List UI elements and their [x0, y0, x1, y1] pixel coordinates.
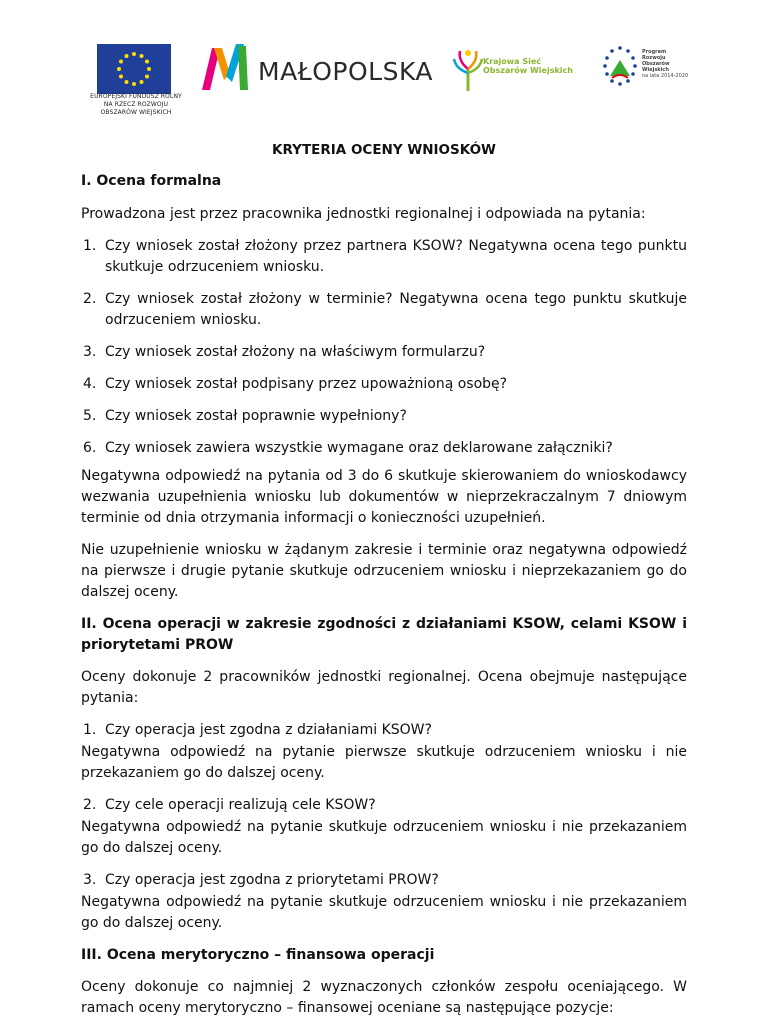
list-item: 4. Czy wniosek został podpisany przez upoważnioną osobę? [83, 376, 508, 392]
section-2-heading: II. Ocena operacji w zakresie zgodności z działaniami KSOW, celami KSOW i priorytetami PROW [81, 616, 687, 653]
malopolska-m-icon [200, 40, 250, 92]
section-1-paragraph: Nie uzupełnienie wniosku w żądanym zakresie i terminie oraz negatywna odpowiedź na pierwsze i drugie pytanie skutkuje odrzuceniem wniosku i nieprzekazaniem go do dalszej oceny. [81, 542, 687, 600]
section-2-question [81, 870, 687, 891]
eu-flag-logo [97, 44, 171, 94]
eu-caption: EUROPEJSKI FUNDUSZ ROLNY NA RZECZ ROZWOJU OBSZARÓW WIEJSKICH [90, 93, 182, 116]
ksow-wordmark: Krajowa Sieć Obszarów Wiejskich [483, 57, 573, 75]
section-1-heading: I. Ocena formalna [81, 173, 222, 189]
section-3-heading: III. Ocena merytoryczno – finansowa operacji [81, 947, 435, 963]
section-2-answer: Negatywna odpowiedź na pytanie skutkuje odrzuceniem wniosku i nie przekazaniem go do dalszej oceny. [81, 819, 687, 856]
section-2-answer: Negatywna odpowiedź na pytanie skutkuje odrzuceniem wniosku i nie przekazaniem go do dalszej oceny. [81, 894, 687, 931]
list-item: 3. Czy operacja jest zgodna z priorytetami PROW? [83, 872, 439, 888]
list-item: 5. Czy wniosek został poprawnie wypełniony? [83, 408, 407, 424]
prow-wordmark: Program Rozwoju Obszarów Wiejskich na lata 2014-2020 [642, 49, 689, 79]
section-1-paragraph: Negatywna odpowiedź na pytania od 3 do 6 skutkuje skierowaniem do wnioskodawcy wezwania uzupełnienia wniosku lub dokumentów w nieprzekraczalnym 7 dniowym terminie od dnia otrzymania informacji o konieczności uzupełnień. [81, 468, 687, 526]
section-2-question [81, 795, 687, 816]
document-body [81, 132, 687, 1019]
list-item: 1. Czy wniosek został złożony przez partnera KSOW? Negatywna ocena tego punktu skutkuje odrzuceniem wniosku. [83, 238, 687, 275]
eu-stars-icon [97, 44, 171, 94]
list-item: 2. Czy cele operacji realizują cele KSOW? [83, 797, 376, 813]
section-2-question [81, 720, 687, 741]
list-item: 6. Czy wniosek zawiera wszystkie wymagane oraz deklarowane załączniki? [83, 440, 613, 456]
section-3-intro: Oceny dokonuje co najmniej 2 wyznaczonych członków zespołu oceniającego. W ramach oceny merytoryczno – finansowej oceniane są następujące pozycje: [81, 979, 687, 1016]
malopolska-wordmark: MAŁOPOLSKA [258, 57, 434, 86]
list-item: 1. Czy operacja jest zgodna z działaniami KSOW? [83, 722, 432, 738]
section-2-intro: Oceny dokonuje 2 pracowników jednostki regionalnej. Ocena obejmuje następujące pytania: [81, 669, 687, 706]
list-item: 3. Czy wniosek został złożony na właściwym formularzu? [83, 344, 486, 360]
section-2-answer: Negatywna odpowiedź na pytanie pierwsze skutkuje odrzuceniem wniosku i nie przekazaniem go do dalszej oceny. [81, 744, 687, 781]
logo-bar [0, 0, 768, 130]
document-title: KRYTERIA OCENY WNIOSKÓW [272, 142, 496, 158]
section-1-intro: Prowadzona jest przez pracownika jednostki regionalnej i odpowiada na pytania: [81, 206, 646, 222]
section-1-list [81, 236, 687, 459]
list-item: 2. Czy wniosek został złożony w terminie? Negatywna ocena tego punktu skutkuje odrzuceniem wniosku. [83, 291, 687, 328]
